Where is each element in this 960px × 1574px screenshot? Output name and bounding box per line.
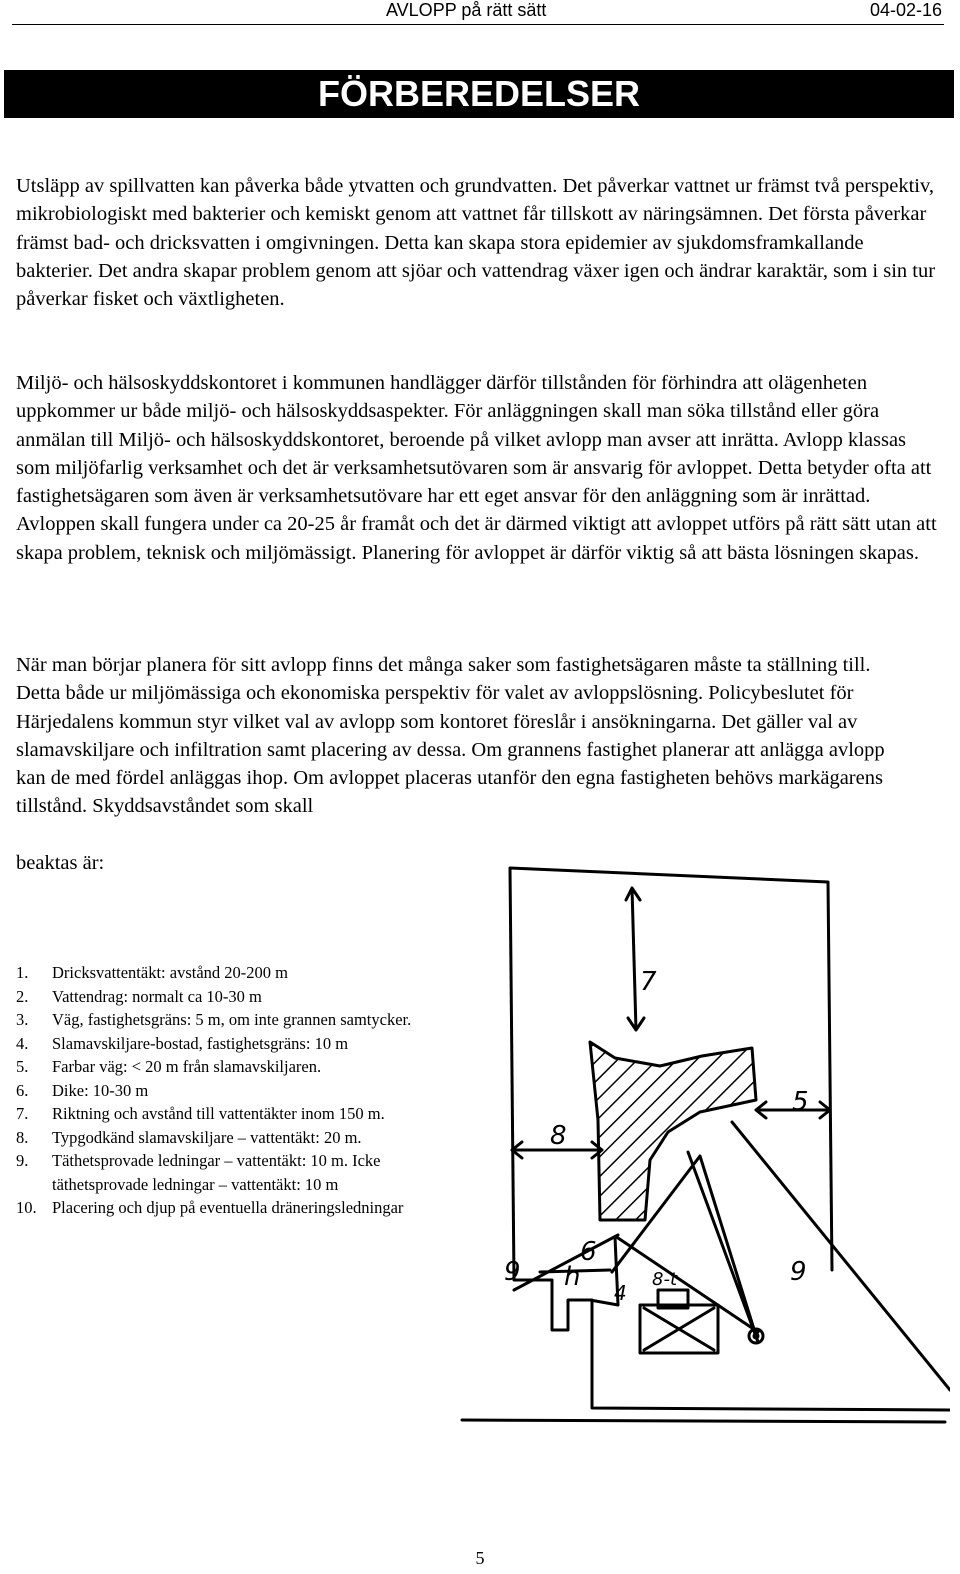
diagram-label-4: 4 (614, 1281, 627, 1305)
list-item-number: 6. (16, 1080, 29, 1100)
list-item (16, 1055, 436, 1079)
distance-line-9b (732, 1122, 950, 1390)
page-number: 5 (475, 1548, 485, 1568)
list-item-number: 3. (16, 1010, 29, 1029)
list-item-text: Dike: 10-30 m (52, 1080, 149, 1100)
list-item-text: Täthetsprovade ledningar – vattentäkt: 10 m. Icke täthetsprovade ledningar – vattentäkt: 10 m (52, 1151, 381, 1194)
list-item (16, 1196, 436, 1220)
list-item (16, 1149, 436, 1196)
list-item-number: 8. (16, 1127, 29, 1147)
list-item (16, 985, 436, 1009)
list-item-text: Dricksvattentäkt: avstånd 20-200 m (52, 963, 288, 982)
road-edge (462, 1420, 945, 1422)
list-item (16, 961, 436, 985)
list-item (16, 1008, 436, 1032)
diagram-label-8: 8 (550, 1121, 567, 1151)
list-item-text: Farbar väg: < 20 m från slamavskiljaren. (52, 1057, 322, 1076)
document-title: AVLOPP på rätt sätt (386, 0, 547, 20)
document-date: 04-02-16 (869, 0, 942, 20)
list-item-text: Slamavskiljare-bostad, fastighetsgräns: 10 m (52, 1033, 349, 1053)
list-item (16, 1032, 436, 1056)
list-item-text: Typgodkänd slamavskiljare – vattentäkt: 20 m. (52, 1127, 362, 1147)
distance-arrow-7 (626, 888, 644, 1030)
list-item (16, 1079, 436, 1103)
paragraph-permits: Miljö- och hälsoskyddskontoret i kommunen handlägger därför tillstånden för förhindra att olägenheten uppkommer ur både miljö- och hälsoskyddsaspekter. För anläggningen skall man söka tillstånd eller göra anmälan till Miljö- och hälsoskyddskontoret, beroende på vilket avlopp man avser att inrätta. Avlopp klassas som miljöfarlig verksamhet och det är verksamhetsutövaren som är ansvarig för avloppet. Detta betyder ofta att fastighetsägaren som även är verksamhetsutövare har ett eget ansvar för den anläggning som är inrättad. Avloppen skall fungera under ca 20-25 år framåt och det är därmed viktigt att avloppet utförs på rätt sätt utan att skapa problem, teknisk och miljömässigt. Planering för avloppet är därför viktig så att bästa lösningen skapas. (16, 372, 937, 564)
protection-distance-list (16, 961, 436, 1220)
paragraph-planning: När man börjar planera för sitt avlopp finns det många saker som fastighetsägaren måste ta ställning till. Detta både ur miljömässiga och ekonomiska perspektiv för valet av avloppslösning. Policybeslutet för Härjedalens kommun styr vilket val av avlopp som kontoret föreslår i ansökningarna. Det gäller val av slamavskiljare och infiltration samt placering av dessa. Om grannens fastighet planerar att anlägga avlopp kan de med fördel anläggas ihop. Om avloppet placeras utanför den egna fastigheten behövs markägarens tillstånd. Skyddsavståndet som skall (16, 654, 885, 818)
diagram-label-7: 7 (640, 967, 657, 997)
list-item-number: 2. (16, 986, 29, 1006)
diagram-label-6: 6 (580, 1237, 597, 1267)
list-item-number: 4. (16, 1033, 29, 1053)
paragraph-pollution: Utsläpp av spillvatten kan påverka både ytvatten och grundvatten. Det påverkar vattnet ur främst två perspektiv, mikrobiologiskt med bakterier och kemiskt genom att vattnet får tillskott av näringsämnen. Det första påverkar främst bad- och dricksvatten i omgivningen. Detta kan skapa stora epidemier av sjukdomsframkallande bakterier. Det andra skapar problem genom att sjöar och vattendrag växer igen och ändrar karaktär, som i sin tur påverkar fisket och växtligheten. (16, 175, 936, 311)
diagram-label-h: h (564, 1262, 581, 1292)
list-item-number: 9. (16, 1151, 29, 1170)
list-item-text: Placering och djup på eventuella dräneringsledningar (52, 1198, 404, 1217)
list-item-text: Vattendrag: normalt ca 10-30 m (52, 986, 262, 1006)
list-item (16, 1126, 436, 1150)
list-item-text: Väg, fastighetsgräns: 5 m, om inte grannen samtycker. (52, 1010, 412, 1029)
list-item-number: 7. (16, 1104, 29, 1123)
diagram-label-9-left: 9 (504, 1257, 521, 1287)
septic-tank-cross (644, 1308, 714, 1350)
list-item-number: 5. (16, 1057, 29, 1076)
property-boundary (510, 868, 950, 1410)
diagram-label-9-right: 9 (790, 1257, 807, 1287)
list-item-number: 10. (16, 1198, 37, 1217)
site-plan-sketch (440, 860, 950, 1480)
diagram-label-5: 5 (792, 1087, 809, 1117)
list-item-number: 1. (16, 963, 29, 982)
diagram-label-8t: 8-t (652, 1269, 678, 1290)
section-title: FÖRBEREDELSER (4, 70, 954, 118)
page-header (12, 0, 944, 25)
list-item (16, 1102, 436, 1126)
paragraph-planning-end: beaktas är: (16, 852, 105, 874)
list-item-text: Riktning och avstånd till vattentäkter inom 150 m. (52, 1104, 385, 1123)
